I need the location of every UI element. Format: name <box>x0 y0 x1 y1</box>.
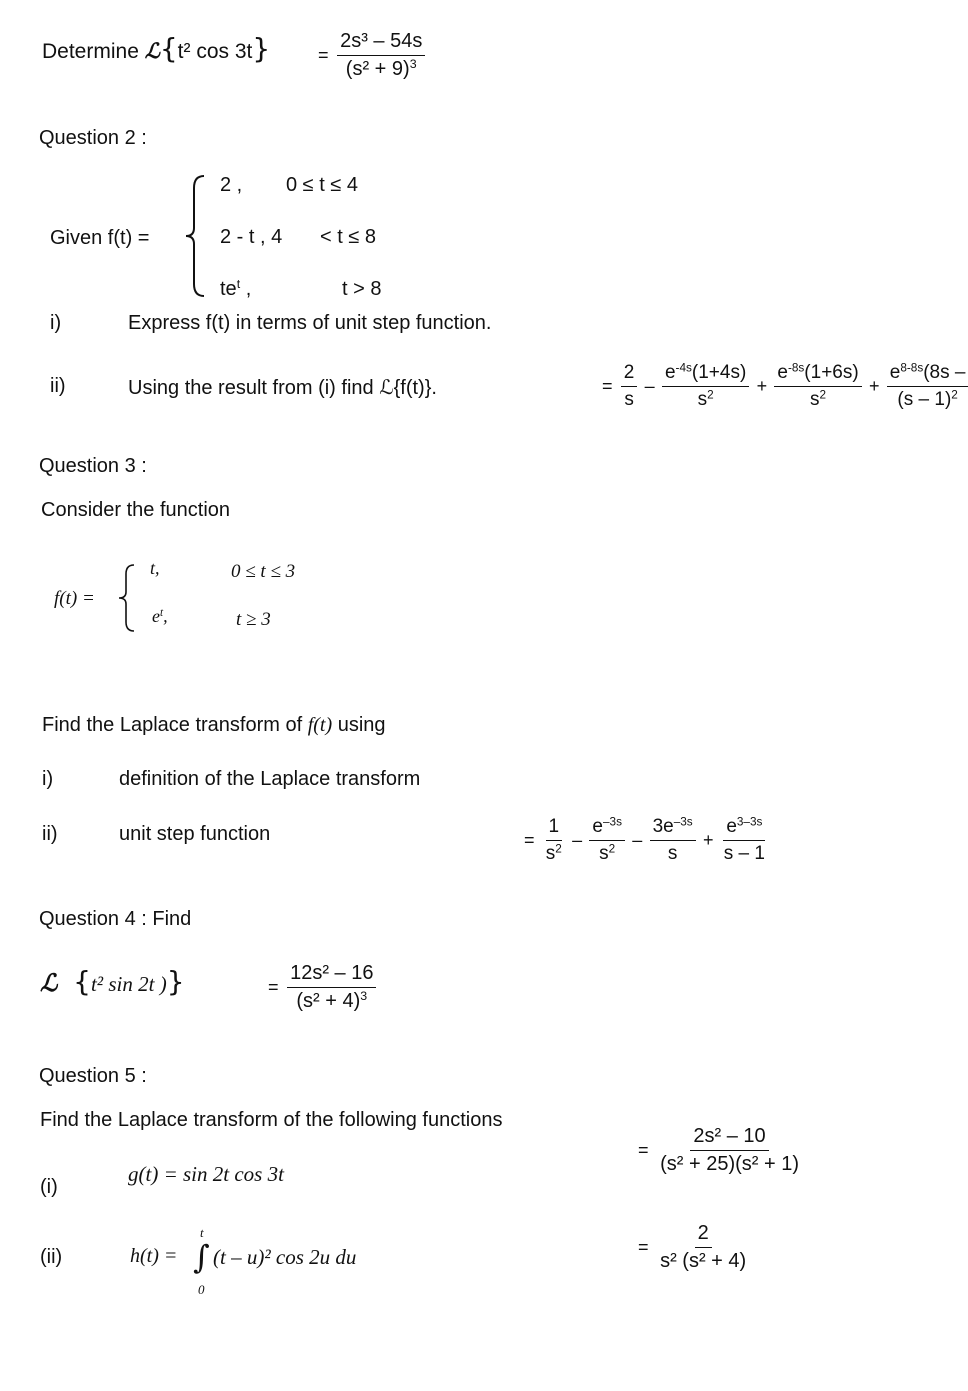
q2-t2-den-sup: 2 <box>707 388 714 402</box>
plus-sign: + <box>702 829 714 850</box>
q2-t4-e: e <box>889 362 901 383</box>
q3-case-1-cond: 0 ≤ t ≤ 3 <box>231 561 296 582</box>
q3-left-brace <box>116 562 140 634</box>
q2-term-4-num <box>887 362 968 387</box>
q3-t2-den-sup: 2 <box>608 842 616 856</box>
q3-term-2-num <box>589 816 625 841</box>
q2-t3-e: e <box>777 362 788 383</box>
q3-answer <box>524 816 768 865</box>
q4-heading: Question 4 : Find <box>39 908 192 930</box>
q2-t2-sup: -4s <box>675 361 692 375</box>
q5-part-ii-integrand: (t – u)² cos 2u du <box>213 1245 357 1269</box>
q2-term-3 <box>774 362 861 411</box>
laplace-symbol: ℒ <box>40 971 58 997</box>
q5-answer-2 <box>638 1222 749 1273</box>
q3-t3-sup: –3s <box>673 815 693 829</box>
q2-t3-tail: (1+6s) <box>804 362 859 383</box>
q2-case-1-expr: 2 , <box>220 174 243 196</box>
q5-part-i-expr: g(t) = sin 2t cos 3t <box>128 1162 284 1186</box>
q2-term-3-num <box>774 362 861 387</box>
q3-t4-sup: 3–3s <box>736 815 763 829</box>
q1-expression: t² cos 3t <box>177 40 253 63</box>
equals-sign: = <box>638 1237 649 1257</box>
q2-term-1-num: 2 <box>621 362 638 387</box>
q2-part-i-text: Express f(t) in terms of unit step function. <box>128 312 492 334</box>
equals-sign: = <box>318 45 329 65</box>
q3-term-2-den <box>596 841 618 865</box>
q3-term-3-den: s <box>667 842 678 864</box>
q3-find-prefix: Find the Laplace transform of <box>42 714 303 736</box>
q4-den-exp: 3 <box>360 989 368 1004</box>
q5-answer-2-numerator: 2 <box>695 1222 712 1248</box>
q4-problem <box>40 965 185 998</box>
equals-sign: = <box>524 829 535 850</box>
q2-term-3-den <box>807 387 829 411</box>
close-brace: } <box>252 32 271 65</box>
q3-term-1-den <box>543 841 565 865</box>
q2-case-3-cond: t > 8 <box>342 278 382 300</box>
q2-part-i-num: i) <box>50 312 62 334</box>
integral-sign-icon: ∫ <box>193 1238 210 1276</box>
q2-t4-den-sup: 2 <box>951 388 958 402</box>
q3-case-2-expr <box>152 606 168 627</box>
q2-case-3-expr <box>220 278 251 301</box>
minus-sign: – <box>632 829 643 850</box>
q2-term-1-den: s <box>624 388 634 410</box>
integral-lower-limit: 0 <box>198 1282 205 1297</box>
q3-t1-den: s <box>545 842 556 864</box>
q2-term-2-den <box>695 387 717 411</box>
equals-sign: = <box>602 375 613 396</box>
q1-answer-numerator: 2s³ – 54s <box>337 30 425 56</box>
q2-case-3-base: te <box>220 278 237 300</box>
q5-answer-1-denominator: (s² + 25)(s² + 1) <box>660 1153 799 1175</box>
open-brace: { <box>73 965 91 998</box>
q4-answer-fraction <box>287 962 376 1013</box>
q3-fn-label: f(t) = <box>54 588 95 609</box>
q3-t2-den: s <box>599 842 609 864</box>
q3-case-1-expr: t, <box>150 558 160 578</box>
q5-instruction: Find the Laplace transform of the following functions <box>40 1109 503 1131</box>
q3-term-4-num <box>723 816 765 841</box>
q2-term-2 <box>662 362 749 411</box>
q2-term-4 <box>887 362 968 411</box>
q3-term-3 <box>650 816 696 865</box>
q3-case-2-sup: t <box>160 606 164 619</box>
q2-heading: Question 2 : <box>39 127 147 149</box>
q2-term-1 <box>621 362 638 411</box>
q2-t3-den: s <box>810 388 820 410</box>
q4-answer-numerator: 12s² – 16 <box>287 962 376 988</box>
q3-term-2 <box>589 816 625 865</box>
q2-answer <box>602 362 968 411</box>
q3-part-i-num: i) <box>42 768 54 790</box>
minus-sign: – <box>644 375 655 396</box>
q5-answer-1 <box>638 1125 802 1176</box>
q1-answer-denominator <box>343 56 420 81</box>
q3-case-2-tail: , <box>163 606 168 626</box>
q3-t3-e: 3e <box>652 816 674 837</box>
q3-t2-e: e <box>592 816 603 837</box>
q3-find-suffix: using <box>337 714 386 736</box>
equals-sign: = <box>638 1140 649 1160</box>
q3-term-1 <box>543 816 565 865</box>
q3-term-3-num <box>650 816 696 841</box>
q2-given-label: Given f(t) = <box>50 227 150 249</box>
minus-sign: – <box>572 829 583 850</box>
q1-den-base: (s² + 9) <box>345 58 410 80</box>
q4-answer <box>268 962 376 1013</box>
q2-t2-tail: (1+4s) <box>691 362 747 383</box>
q3-t1-den-sup: 2 <box>555 842 562 856</box>
q3-find-fn: f(t) <box>307 714 333 736</box>
q2-t4-sup: 8-8s <box>900 361 924 375</box>
q2-case-2-cond: < t ≤ 8 <box>320 226 377 248</box>
q3-term-4-den: s – 1 <box>723 842 765 864</box>
q1-answer-fraction <box>337 30 425 81</box>
q5-part-i-num: (i) <box>40 1176 58 1198</box>
q1-den-exp: 3 <box>409 57 417 72</box>
open-brace: { <box>159 32 178 65</box>
q2-t3-den-sup: 2 <box>819 388 827 402</box>
q4-expression: t² sin 2t ) <box>90 972 167 996</box>
q3-heading: Question 3 : <box>39 455 147 477</box>
close-brace: } <box>166 965 185 998</box>
q3-part-ii-num: ii) <box>42 823 58 845</box>
q5-answer-2-fraction <box>657 1222 749 1273</box>
plus-sign: + <box>756 375 768 396</box>
q5-part-ii-num: (ii) <box>40 1246 63 1268</box>
q1-answer <box>318 30 425 81</box>
plus-sign: + <box>868 375 880 396</box>
q3-find <box>42 714 386 737</box>
q4-answer-denominator <box>293 988 370 1013</box>
q2-case-3-tail: , <box>240 278 252 300</box>
q3-term-4 <box>721 816 768 865</box>
q2-t2-den: s <box>697 388 708 410</box>
q1-determine-label: Determine <box>42 40 139 63</box>
q5-answer-1-fraction <box>657 1125 802 1176</box>
q2-t4-tail: (8s – <box>923 362 966 383</box>
equals-sign: = <box>268 977 279 997</box>
q3-consider: Consider the function <box>41 499 231 521</box>
q5-part-ii-label: h(t) = <box>130 1245 178 1267</box>
q5-heading: Question 5 : <box>39 1065 147 1087</box>
q5-answer-2-denominator: s² (s² + 4) <box>660 1250 747 1272</box>
q3-case-2-cond: t ≥ 3 <box>236 609 271 630</box>
q2-term-2-num <box>662 362 749 387</box>
q3-t2-sup: –3s <box>603 815 622 829</box>
q2-part-ii-text: Using the result from (i) find ℒ{f(t)}. <box>128 377 437 399</box>
q3-case-2-base: e <box>152 606 160 626</box>
q1-problem <box>42 32 270 65</box>
q3-part-i-text: definition of the Laplace transform <box>119 768 421 790</box>
q2-t3-sup: -8s <box>787 361 805 375</box>
q2-case-2-expr: 2 - t , 4 <box>220 226 283 248</box>
q2-case-3-sup: t <box>236 277 241 292</box>
q2-t4-den: (s – 1) <box>897 388 952 410</box>
q2-t2-e: e <box>664 362 676 383</box>
q4-den-base: (s² + 4) <box>296 990 361 1012</box>
q2-term-4-den <box>894 387 960 411</box>
q2-case-1-cond: 0 ≤ t ≤ 4 <box>286 174 358 196</box>
q5-answer-1-numerator: 2s² – 10 <box>690 1125 768 1151</box>
laplace-symbol: ℒ <box>144 39 160 63</box>
integral-upper-limit: t <box>200 1225 204 1240</box>
q3-term-1-num: 1 <box>546 816 563 841</box>
q3-t4-e: e <box>726 816 737 837</box>
q3-part-ii-text: unit step function <box>119 823 271 845</box>
q2-part-ii-num: ii) <box>50 375 66 397</box>
q2-left-brace <box>182 172 212 300</box>
